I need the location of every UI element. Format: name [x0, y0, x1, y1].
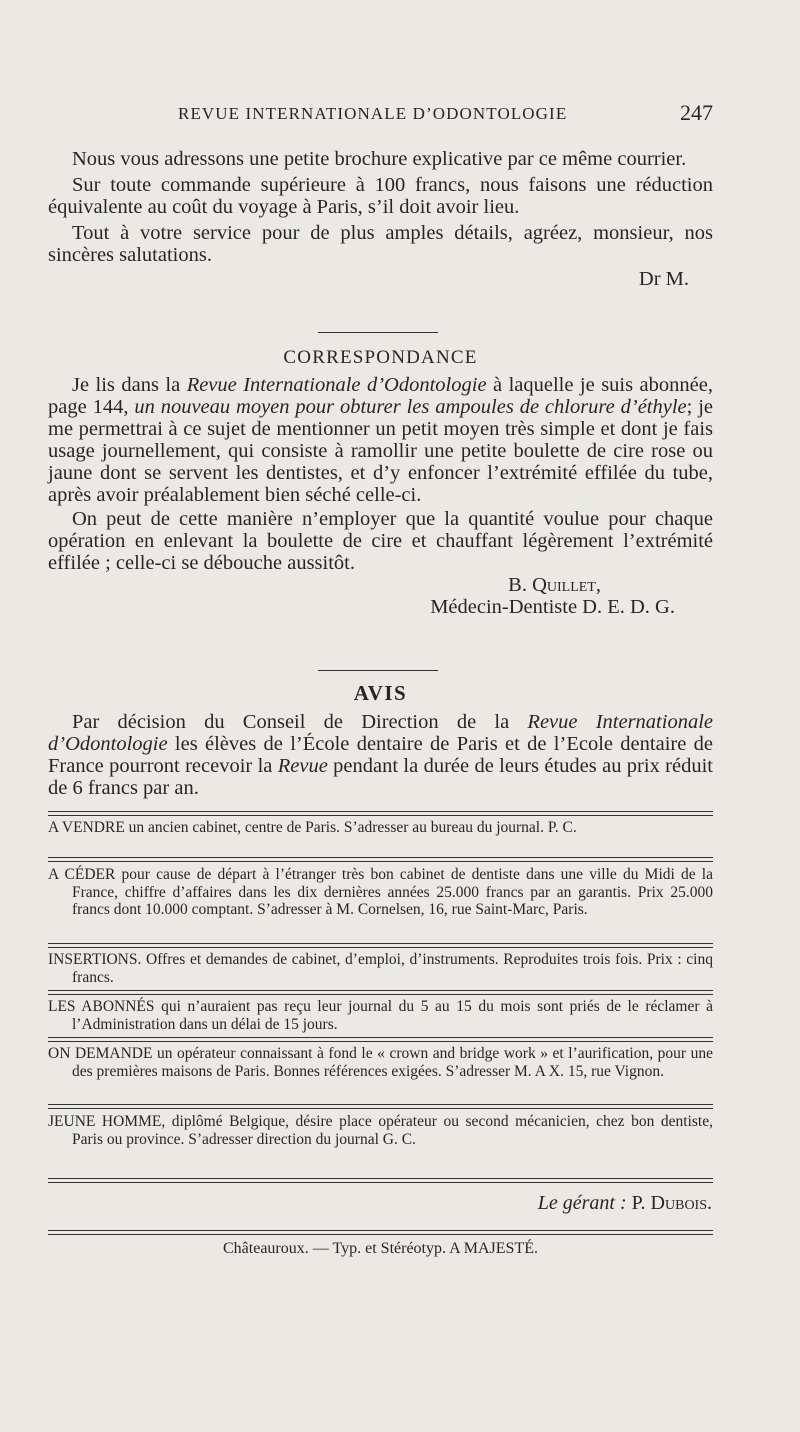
journal-title: REVUE INTERNATIONALE D’ODONTOLOGIE	[178, 104, 568, 123]
correspondance-paragraph-2: On peut de cette manière n’employer que la quantité voulue pour chaque opération en enlevant la boulette de cire et chauffant légèrement l’extrémité effilée ; celle-ci se débouche aussitôt.	[48, 508, 713, 574]
classified-ad: LES ABONNÉS qui n’auraient pas reçu leur journal du 5 au 15 du mois sont priés de le réclamer à l’Administration dans un délai de 15 jours.	[48, 998, 713, 1033]
classified-ad: A VENDRE un ancien cabinet, centre de Paris. S’adresser au bureau du journal. P. C.	[48, 819, 577, 836]
classified-ad: A CÉDER pour cause de départ à l’étranger très bon cabinet de dentiste dans une ville du Midi de la France, chiffre d’affaires dans les dix dernières années 25.000 francs par an garantis. Prix 25.000 francs dont 10.000 comptant. S’adresser à M. Cornelsen, 16, rue Saint-Marc, Paris.	[48, 866, 713, 918]
ad-separator	[48, 811, 713, 816]
intro-paragraph-2: Sur toute commande supérieure à 100 francs, nous faisons une réduction équivalente au coût du voyage à Paris, s’il doit avoir lieu.	[48, 174, 713, 218]
ad-separator	[48, 1104, 713, 1109]
intro-letter-end	[48, 148, 713, 290]
page-number: 247	[680, 100, 713, 125]
avis-paragraph: Par décision du Conseil de Direction de la Revue Internationale d’Odontologie les élèves de l’École dentaire de Paris et de l’Ecole dentaire de France pourront recevoir la Revue pendant la durée de leurs études au prix réduit de 6 francs par an.	[48, 711, 713, 799]
gerant-signature: Le gérant : P. Dubois.	[537, 1192, 712, 1214]
intro-signature: Dr M.	[638, 268, 689, 290]
correspondance-paragraph-1: Je lis dans la Revue Internationale d’Odontologie à laquelle je suis abonnée, page 144, un nouveau moyen pour obturer les ampoules de chlorure d’éthyle; je me permettrai à ce sujet de mentionner un petit moyen très simple et dont je fais usage journellement, qui consiste à ramollir une petite boulette de cire rose ou jaune dont se servent les dentistes, et d’y enfoncer l’extrémité effilée du tube, après avoir préalablement bien séché celle-ci.	[48, 374, 714, 506]
ad-separator	[48, 1178, 713, 1183]
classified-ad: INSERTIONS. Offres et demandes de cabinet, d’emploi, d’instruments. Reproduites trois fois. Prix : cinq francs.	[48, 951, 713, 986]
correspondance-body	[48, 374, 713, 618]
ad-separator	[48, 857, 713, 862]
correspondance-heading: CORRESPONDANCE	[283, 347, 478, 368]
section-divider	[318, 670, 438, 671]
intro-paragraph-3: Tout à votre service pour de plus amples détails, agréez, monsieur, nos sincères salutations.	[48, 222, 713, 266]
avis-body	[48, 711, 713, 799]
correspondance-signature-name: B. Quillet,	[508, 574, 601, 596]
ad-separator	[48, 1037, 713, 1042]
avis-heading: AVIS	[353, 681, 408, 705]
ad-separator	[48, 990, 713, 995]
correspondance-signature-title: Médecin-Dentiste D. E. D. G.	[430, 596, 675, 618]
section-divider	[318, 332, 438, 333]
classified-ad: JEUNE HOMME, diplômé Belgique, désire place opérateur ou second mécanicien, chez bon dentiste, Paris ou province. S’adresser direction du journal G. C.	[48, 1113, 713, 1148]
footer-rule	[48, 1230, 713, 1235]
intro-paragraph-1: Nous vous adressons une petite brochure explicative par ce même courrier.	[72, 148, 687, 170]
ad-separator	[48, 943, 713, 948]
classified-ad: ON DEMANDE un opérateur connaissant à fond le « crown and bridge work » et l’aurification, pour une des premières maisons de Paris. Bonnes références exigées. S’adresser M. A X. 15, rue Vignon.	[48, 1045, 713, 1080]
printer-imprint: Châteauroux. — Typ. et Stéréotyp. A MAJESTÉ.	[223, 1240, 538, 1257]
